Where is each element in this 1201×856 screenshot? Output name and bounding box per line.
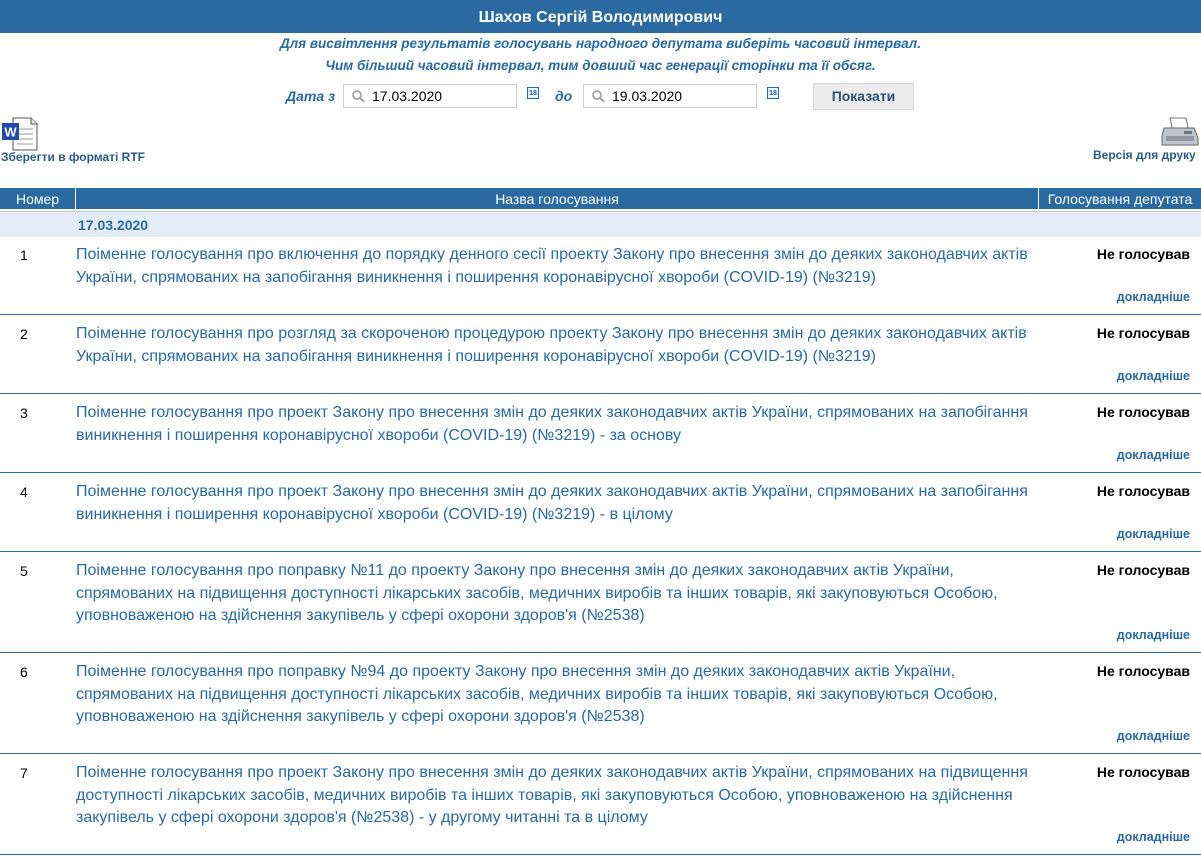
vote-title-link[interactable]: Поіменне голосування про проект Закону про внесення змін до деяких законодавчих актів України, спрямованих на підвищення доступності лікарських засобів, медичних виробів та інших товарів, які закуповуються Особою, уповноваженою на здійснення закупівель у сфері охорони здоров'я (№2538) - у другому читанні та в цілому [76,764,1028,826]
details-link[interactable]: докладніше [1116,628,1190,642]
date-to-input[interactable] [583,84,757,108]
calendar-icon[interactable]: 18 [767,87,779,99]
search-icon [344,89,372,103]
save-rtf-link[interactable]: Зберегти в форматі RTF [1,150,146,164]
details-link[interactable]: докладніше [1116,729,1190,743]
details-link[interactable]: докладніше [1116,369,1190,383]
details-link[interactable]: докладніше [1116,830,1190,844]
row-number: 3 [20,405,28,421]
column-header-name: Назва голосування [76,188,1038,209]
row-number: 1 [20,247,28,263]
deputy-vote: Не голосував [1096,404,1190,420]
show-button[interactable]: Показати [813,83,914,110]
date-from-input[interactable] [343,84,517,108]
date-group-row [0,211,1201,237]
row-number: 4 [20,484,28,500]
svg-text:W: W [4,124,17,140]
vote-title-link[interactable]: Поіменне голосування про проект Закону про внесення змін до деяких законодавчих актів України, спрямованих на запобігання виникнення і поширення коронавірусної хвороби (COVID-19) (№3219) - в цілому [76,483,1028,523]
date-from-value: 17.03.2020 [372,88,443,104]
column-header-vote: Голосування депутата [1039,188,1201,209]
search-icon [584,89,612,103]
interval-hint-2: Чим більший часовий інтервал, тим довший час генерації сторінки та її обсяг. [325,58,876,73]
details-link[interactable]: докладніше [1116,448,1190,462]
details-link[interactable]: докладніше [1116,290,1190,304]
date-to-value: 19.03.2020 [612,88,683,104]
deputy-vote: Не голосував [1096,663,1190,679]
vote-title-link[interactable]: Поіменне голосування про розгляд за скороченою процедурою проекту Закону про внесення змін до деяких законодавчих актів України, спрямованих на запобігання виникнення і поширення коронавірусної хвороби (COVID-19) (№3219) [76,325,1027,365]
row-number: 7 [20,765,28,781]
date-to-label: до [555,88,573,104]
calendar-icon[interactable]: 18 [527,87,539,99]
interval-hint-1: Для висвітлення результатів голосувань народного депутата виберіть часовий інтервал. [280,36,921,51]
table-row [0,237,1201,315]
row-number: 2 [20,326,28,342]
table-row [0,654,1201,754]
date-from-label: Дата з [286,88,336,104]
vote-title-link[interactable]: Поіменне голосування про включення до порядку денного сесії проекту Закону про внесення змін до деяких законодавчих актів України, спрямованих на запобігання виникнення і поширення коронавірусної хвороби (COVID-19) (№3219) [76,246,1028,286]
vote-title-link[interactable]: Поіменне голосування про проект Закону про внесення змін до деяких законодавчих актів України, спрямованих на запобігання виникнення і поширення коронавірусної хвороби (COVID-19) (№3219) - за основу [76,404,1028,444]
deputy-vote: Не голосував [1096,562,1190,578]
date-group-label: 17.03.2020 [78,217,149,233]
deputy-vote: Не голосував [1096,764,1190,780]
table-row [0,553,1201,653]
column-header-number: Номер [0,188,75,209]
deputy-vote: Не голосував [1096,483,1190,499]
table-row [0,395,1201,473]
row-number: 6 [20,664,28,680]
table-row [0,316,1201,394]
row-number: 5 [20,563,28,579]
print-version-link[interactable]: Версія для друку [1093,148,1196,162]
deputy-vote: Не голосував [1096,325,1190,341]
vote-title-link[interactable]: Поіменне голосування про поправку №94 до проекту Закону про внесення змін до деяких законодавчих актів України, спрямованих на підвищення доступності лікарських засобів, медичних виробів та інших товарів, які закуповуються Особою, уповноваженою на здійснення закупівель у сфері охорони здоров'я (№2538) [76,663,998,725]
page-title: Шахов Сергій Володимирович [0,0,1201,33]
vote-title-link[interactable]: Поіменне голосування про поправку №11 до проекту Закону про внесення змін до деяких законодавчих актів України, спрямованих на підвищення доступності лікарських засобів, медичних виробів та інших товарів, які закуповуються Особою, уповноваженою на здійснення закупівель у сфері охорони здоров'я (№2538) [76,562,998,624]
table-row [0,755,1201,855]
deputy-vote: Не голосував [1096,246,1190,262]
details-link[interactable]: докладніше [1116,527,1190,541]
table-row [0,474,1201,552]
